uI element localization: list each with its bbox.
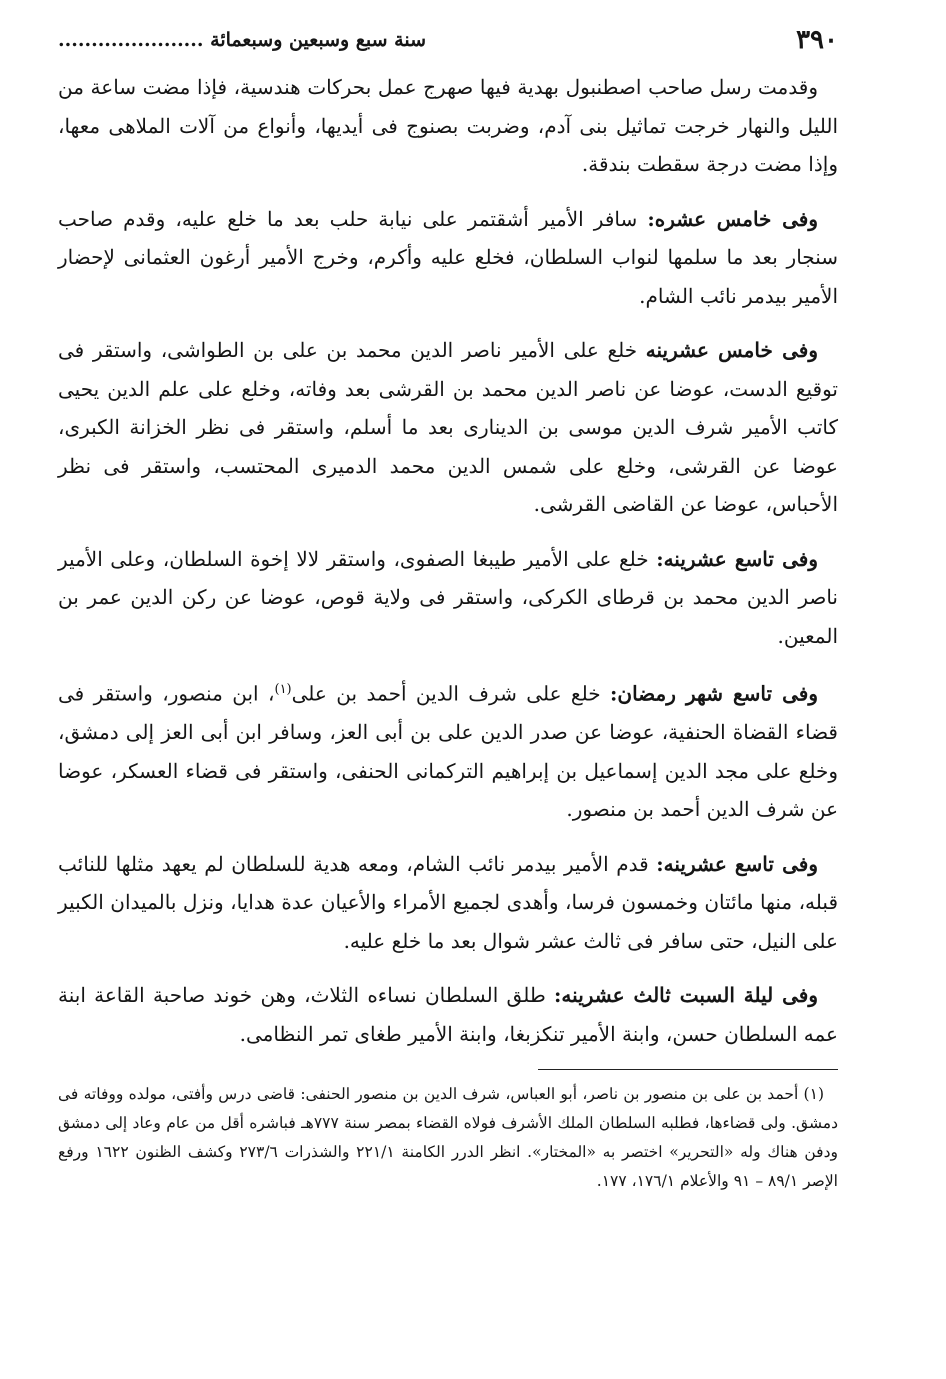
paragraph-label: وفى تاسع شهر رمضان: — [610, 681, 818, 706]
paragraph-label: وفى تاسع عشرينه: — [656, 851, 818, 876]
paragraph-label: وفى خامس عشره: — [647, 206, 818, 231]
paragraph-6 — [58, 845, 838, 961]
paragraph-text-continued: ، ابن منصور، واستقر فى قضاء القضاة الحنفية، عوضا عن صدر الدين على بن أبى العز، وسافر ابن أبى العز إلى دمشق، وخلع على مجد الدين إسماعيل بن إبراهيم التركمانى الحنفى، واستقر فى قضاء العسكر، عوضا عن شرف الدين أحمد بن منصور. — [58, 681, 838, 822]
paragraph-1 — [58, 68, 838, 184]
paragraph-4 — [58, 540, 838, 656]
paragraph-label: وفى ليلة السبت ثالث عشرينه: — [554, 983, 818, 1008]
paragraph-text: وقدمت رسل صاحب اصطنبول بهدية فيها صهرج عمل بحركات هندسية، فإذا مضت ساعة من الليل والنهار خرجت تماثيل بنى آدم، وضربت بصنوج فى أيديها، وأنواع من آلات الملاهى معها، وإذا مضت درجة سقطت بندقة. — [58, 75, 838, 176]
book-page — [58, 22, 838, 1196]
footnote: (١) أحمد بن على بن منصور بن ناصر، أبو العباس، شرف الدين بن منصور الحنفى: قاضى درس وأفتى، مولده ووفاته فى دمشق. ولى قضاءها، فطلبه السلطان الملك الأشرف فولاه القضاء بمصر سنة ٧٧٧هـ فباشره أقل من عام وعاد إلى دمشق ودفن هناك وله «التحرير» اختصر به «المختار». انظر الدرر الكامنة ٢٢١/١ والشذرات ٢٧٣/٦ وكشف الظنون ١٦٢٢ ورفع الإصر ٨٩/١ – ٩١ والأعلام ١٧٦/١، ١٧٧. — [58, 1085, 838, 1191]
paragraph-label: وفى خامس عشرينه — [645, 338, 818, 362]
footnote-marker[interactable]: (١) — [274, 682, 292, 697]
running-title: سنة سبع وسبعين وسبعمائة ...................... — [58, 29, 427, 51]
paragraph-text: سافر الأمير أشقتمر على نيابة حلب بعد ما خلع عليه، وقدم صاحب سنجار بعد ما سلمها لنواب السلطان، فخلع عليه وأكرم، وخرج الأمير أرغون العثمانى لإحضار الأمير بيدمر نائب الشام. — [58, 206, 838, 308]
main-text — [58, 68, 838, 1053]
paragraph-label: وفى تاسع عشرينه: — [656, 546, 818, 571]
paragraph-text: خلع على الأمير ناصر الدين محمد بن على بن الطواشى، واستقر فى توقيع الدست، عوضا عن ناصر الدين محمد بن القرشى بعد وفاته، وخلع على علم الدين يحيى كاتب الأمير شرف الدين موسى بن الدينارى بعد ما أسلم، واستقر فى نظر الخزانة الكبرى، عوضا عن القرشى، وخلع على شمس الدين محمد الدميرى المحتسب، واستقر فى نظر الأحباس، عوضا عن القاضى القرشى. — [58, 338, 838, 516]
paragraph-text: طلق السلطان نساءه الثلاث، وهن خوند صاحبة القاعة ابنة عمه السلطان حسن، وابنة الأمير تنكزبغا، وابنة الأمير طغاى تمر النظامى. — [58, 983, 838, 1046]
paragraph-5 — [58, 671, 838, 829]
paragraph-text: خلع على شرف الدين أحمد بن على — [291, 681, 611, 706]
page-number: ٣٩٠ — [796, 25, 838, 55]
footnote-divider — [538, 1069, 838, 1070]
paragraph-7 — [58, 976, 838, 1053]
paragraph-text: قدم الأمير بيدمر نائب الشام، ومعه هدية للسلطان لم يعهد مثلها للنائب قبله، منها مائتان وخمسون فرسا، وأهدى لجميع الأمراء والأعيان عدة هدايا، ونزل بالميدان الكبير على النيل، حتى سافر فى ثالث عشر شوال بعد ما خلع عليه. — [58, 851, 838, 953]
paragraph-text: خلع على الأمير طيبغا الصفوى، واستقر لالا إخوة السلطان، وعلى الأمير ناصر الدين محمد بن قرطاى الكركى، واستقر فى ولاية قوص، عوضا عن ركن الدين عمر بن المعين. — [58, 546, 838, 648]
paragraph-2 — [58, 200, 838, 316]
paragraph-3 — [58, 331, 838, 524]
page-header — [58, 22, 838, 58]
